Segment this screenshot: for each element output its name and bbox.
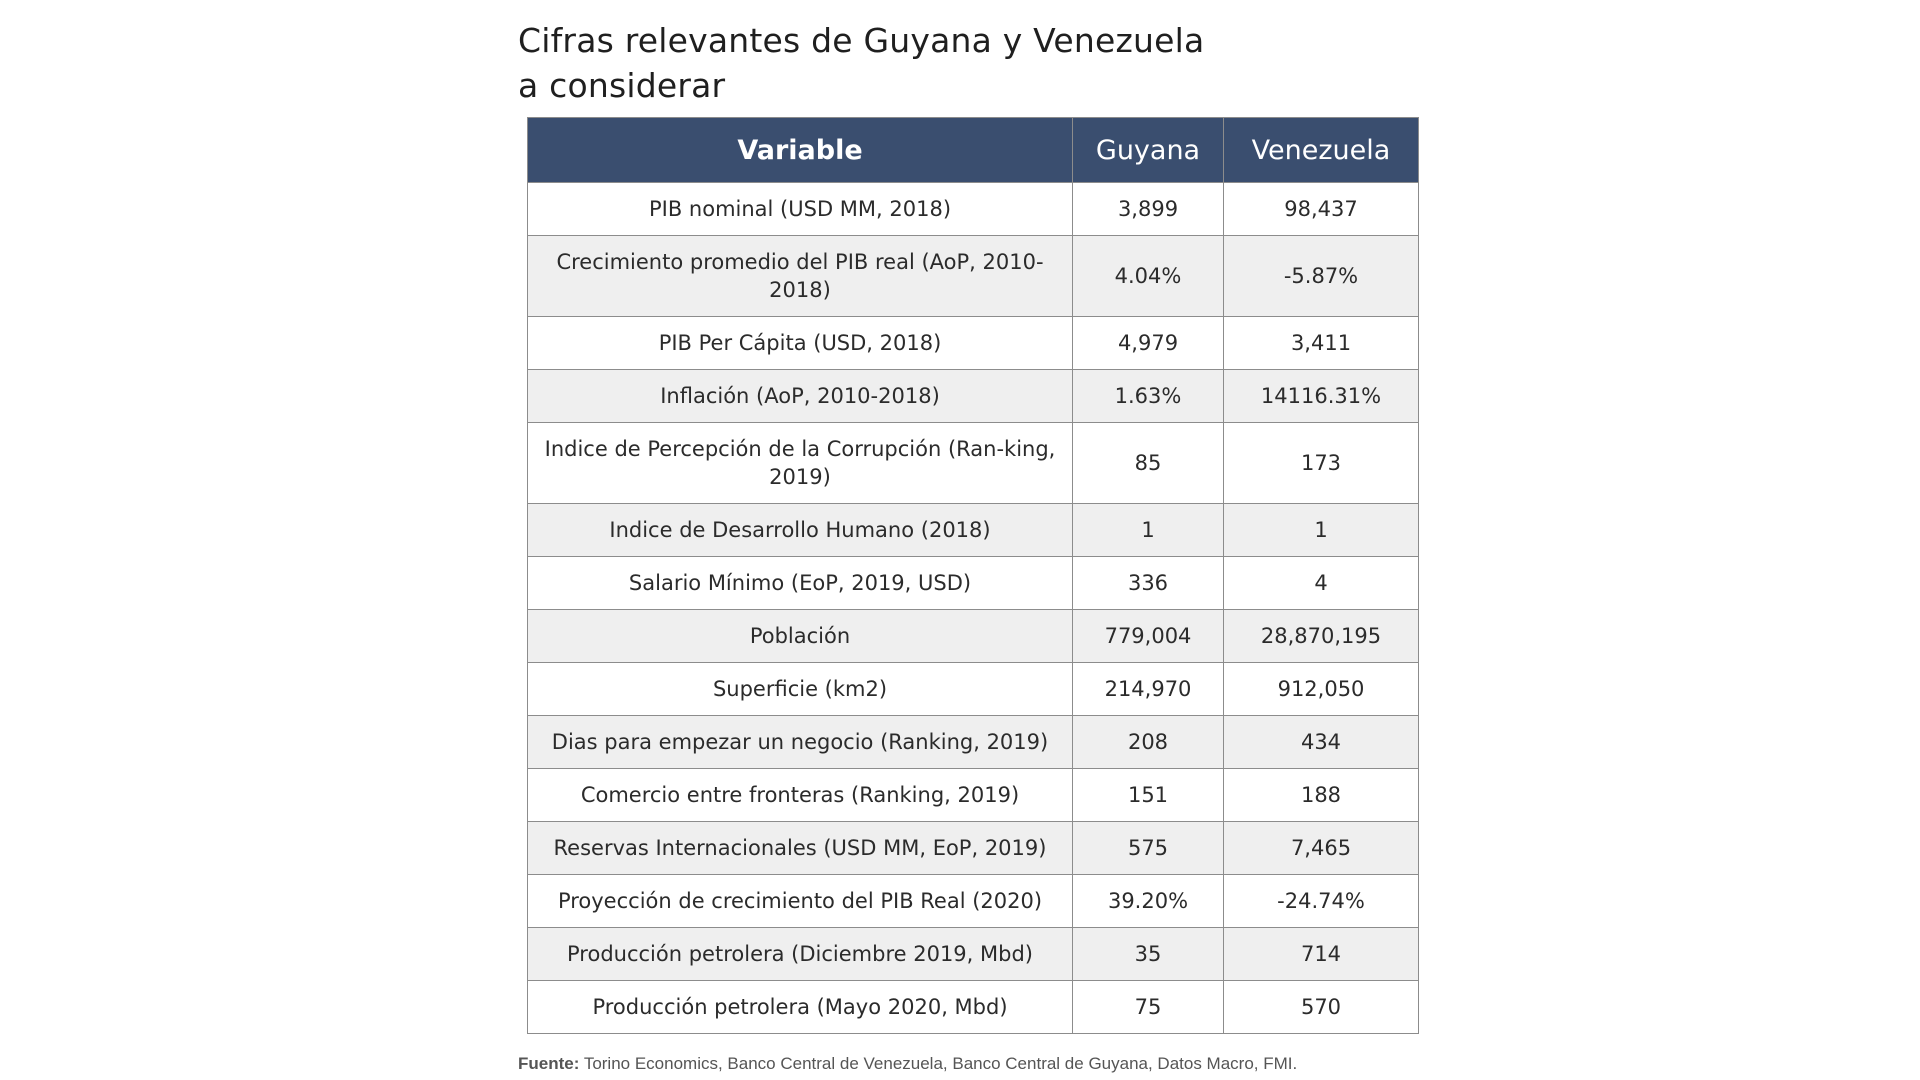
- cell-variable: PIB nominal (USD MM, 2018): [528, 183, 1073, 236]
- page-title: [518, 18, 1418, 108]
- cell-guyana: 39.20%: [1073, 875, 1224, 928]
- cell-variable: Reservas Internacionales (USD MM, EoP, 2019): [528, 822, 1073, 875]
- table-row: [528, 423, 1419, 504]
- table-row: [528, 822, 1419, 875]
- source-text: Torino Economics, Banco Central de Venezuela, Banco Central de Guyana, Datos Macro, FMI.: [583, 1054, 1298, 1073]
- cell-venezuela: 434: [1224, 716, 1419, 769]
- cell-variable: Indice de Percepción de la Corrupción (Ran-king, 2019): [528, 423, 1073, 504]
- source-note: [518, 1054, 1297, 1074]
- table-row: [528, 183, 1419, 236]
- source-label: Fuente:: [518, 1054, 580, 1073]
- cell-guyana: 4,979: [1073, 317, 1224, 370]
- cell-variable: Superficie (km2): [528, 663, 1073, 716]
- cell-guyana: 214,970: [1073, 663, 1224, 716]
- cell-guyana: 85: [1073, 423, 1224, 504]
- table-row: [528, 317, 1419, 370]
- cell-variable: Producción petrolera (Diciembre 2019, Mbd): [528, 928, 1073, 981]
- cell-variable: Dias para empezar un negocio (Ranking, 2019): [528, 716, 1073, 769]
- document-page: [518, 18, 1418, 1073]
- table-header: [528, 118, 1419, 183]
- cell-venezuela: 98,437: [1224, 183, 1419, 236]
- table-row: [528, 981, 1419, 1034]
- cell-guyana: 208: [1073, 716, 1224, 769]
- cell-variable: Salario Mínimo (EoP, 2019, USD): [528, 557, 1073, 610]
- cell-variable: Proyección de crecimiento del PIB Real (2020): [528, 875, 1073, 928]
- header-row: [528, 118, 1419, 183]
- cell-guyana: 575: [1073, 822, 1224, 875]
- cell-guyana: 3,899: [1073, 183, 1224, 236]
- cell-venezuela: -5.87%: [1224, 236, 1419, 317]
- table-row: [528, 370, 1419, 423]
- cell-variable: PIB Per Cápita (USD, 2018): [528, 317, 1073, 370]
- table-row: [528, 928, 1419, 981]
- title-line-1: Cifras relevantes de Guyana y Venezuela: [518, 21, 1205, 60]
- table-row: [528, 557, 1419, 610]
- cell-guyana: 336: [1073, 557, 1224, 610]
- cell-venezuela: 28,870,195: [1224, 610, 1419, 663]
- cell-variable: Inflación (AoP, 2010-2018): [528, 370, 1073, 423]
- title-line-2: a considerar: [518, 66, 726, 105]
- cell-venezuela: 570: [1224, 981, 1419, 1034]
- table-row: [528, 875, 1419, 928]
- cell-venezuela: 173: [1224, 423, 1419, 504]
- cell-variable: Crecimiento promedio del PIB real (AoP, 2010-2018): [528, 236, 1073, 317]
- cell-guyana: 779,004: [1073, 610, 1224, 663]
- header-variable: Variable: [528, 118, 1073, 183]
- cell-venezuela: 14116.31%: [1224, 370, 1419, 423]
- cell-variable: Comercio entre fronteras (Ranking, 2019): [528, 769, 1073, 822]
- table-row: [528, 236, 1419, 317]
- table-row: [528, 663, 1419, 716]
- table-row: [528, 504, 1419, 557]
- table-row: [528, 610, 1419, 663]
- table-row: [528, 769, 1419, 822]
- cell-guyana: 1: [1073, 504, 1224, 557]
- cell-venezuela: 3,411: [1224, 317, 1419, 370]
- cell-guyana: 75: [1073, 981, 1224, 1034]
- cell-venezuela: 7,465: [1224, 822, 1419, 875]
- cell-venezuela: 714: [1224, 928, 1419, 981]
- cell-guyana: 1.63%: [1073, 370, 1224, 423]
- cell-guyana: 4.04%: [1073, 236, 1224, 317]
- header-guyana: Guyana: [1073, 118, 1224, 183]
- cell-venezuela: 912,050: [1224, 663, 1419, 716]
- header-venezuela: Venezuela: [1224, 118, 1419, 183]
- cell-variable: Producción petrolera (Mayo 2020, Mbd): [528, 981, 1073, 1034]
- cell-guyana: 35: [1073, 928, 1224, 981]
- cell-guyana: 151: [1073, 769, 1224, 822]
- cell-venezuela: 1: [1224, 504, 1419, 557]
- comparison-table: [527, 117, 1419, 1034]
- cell-variable: Población: [528, 610, 1073, 663]
- cell-venezuela: -24.74%: [1224, 875, 1419, 928]
- table-body: [528, 183, 1419, 1034]
- table-row: [528, 716, 1419, 769]
- cell-venezuela: 188: [1224, 769, 1419, 822]
- cell-venezuela: 4: [1224, 557, 1419, 610]
- cell-variable: Indice de Desarrollo Humano (2018): [528, 504, 1073, 557]
